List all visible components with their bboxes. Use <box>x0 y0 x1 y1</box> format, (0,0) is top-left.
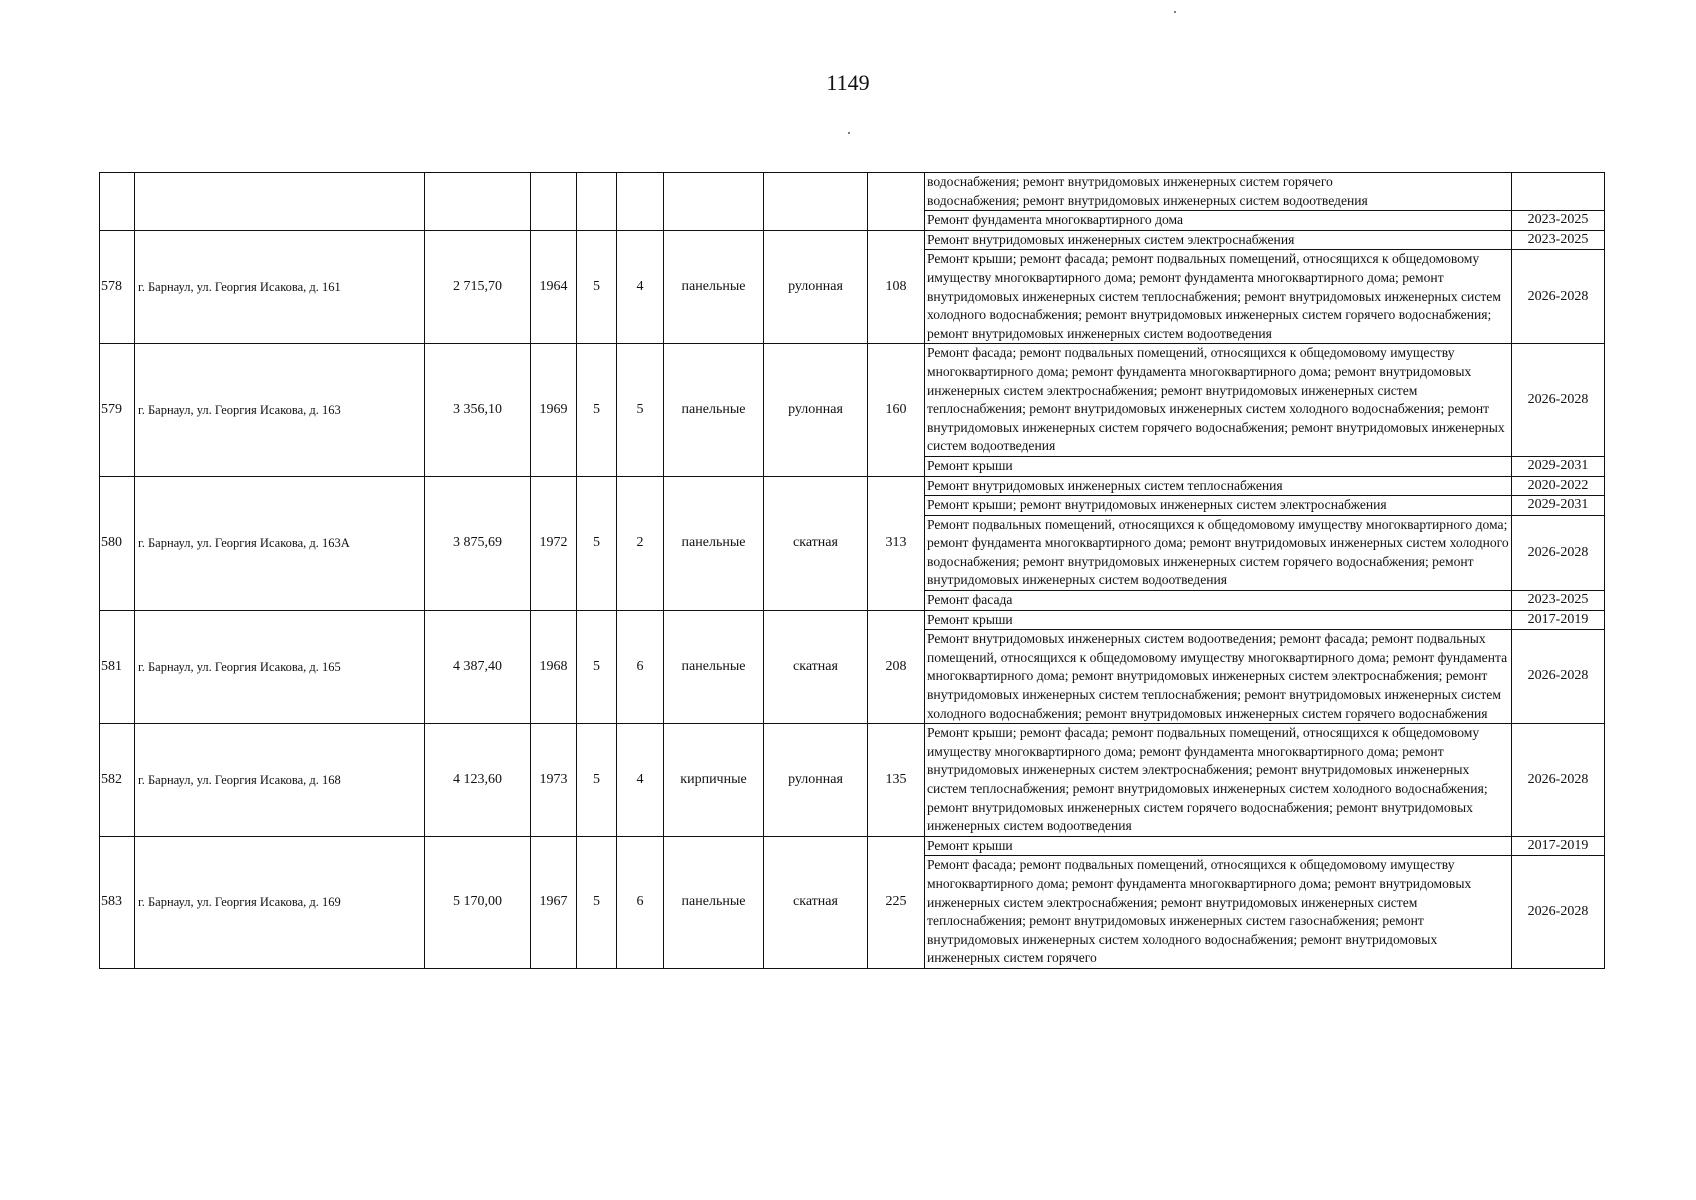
entrances-cell: 4 <box>617 230 664 344</box>
work-text-line: водоснабжения; ремонт внутридомовых инженерных систем водоотведения <box>927 192 1368 208</box>
year-cell: 1973 <box>531 724 577 837</box>
address-cell: г. Барнаул, ул. Георгия Исакова, д. 168 <box>135 724 425 837</box>
work-text-line: водоснабжения; ремонт внутридомовых инженерных систем горячего <box>927 174 1333 189</box>
work-cell: Ремонт крыши <box>925 836 1512 856</box>
area-cell: 4 387,40 <box>425 610 531 724</box>
work-cell: Ремонт фасада; ремонт подвальных помещений, относящихся к общедомовому имуществу многоквартирного дома; ремонт фундамента многоквартирного дома; ремонт внутридомовых инженерных систем электроснабжения; ремонт внутридомовых инженерных систем теплоснабжения; ремонт внутридомовых инженерных систем газоснабжения; ремонт внутридомовых инженерных систем холодного водоснабжения; ремонт внутридомовых инженерных систем горячего <box>925 856 1512 969</box>
address-cell <box>135 173 425 231</box>
walls-cell: панельные <box>664 610 764 724</box>
work-cell: Ремонт фасада; ремонт подвальных помещений, относящихся к общедомовому имуществу многоквартирного дома; ремонт фундамента многоквартирного дома; ремонт внутридомовых инженерных систем электроснабжения; ремонт внутридомовых инженерных систем теплоснабжения; ремонт внутридомовых инженерных систем холодного водоснабжения; ремонт внутридомовых инженерных систем горячего водоснабжения; ремонт внутридомовых инженерных систем водоотведения <box>925 344 1512 457</box>
entrances-cell: 2 <box>617 476 664 610</box>
year-cell: 1964 <box>531 230 577 344</box>
continuation-row <box>100 173 1605 211</box>
work-cell: Ремонт крыши; ремонт фасада; ремонт подвальных помещений, относящихся к общедомовому имуществу многоквартирного дома; ремонт фундамента многоквартирного дома; ремонт внутридомовых инженерных систем теплоснабжения; ремонт внутридомовых инженерных систем холодного водоснабжения; ремонт внутридомовых инженерных систем горячего водоснабжения; ремонт внутридомовых инженерных систем водоотведения <box>925 250 1512 344</box>
roof-cell: рулонная <box>764 344 868 476</box>
period-cell: 2029-2031 <box>1512 496 1605 516</box>
address-cell: г. Барнаул, ул. Георгия Исакова, д. 161 <box>135 230 425 344</box>
roof-cell <box>764 173 868 231</box>
roof-cell: рулонная <box>764 724 868 837</box>
work-cell <box>925 173 1512 211</box>
num-cell: 581 <box>100 610 135 724</box>
residents-cell: 135 <box>868 724 925 837</box>
period-cell: 2023-2025 <box>1512 591 1605 611</box>
residents-cell: 160 <box>868 344 925 476</box>
residents-cell: 225 <box>868 836 925 968</box>
walls-cell: панельные <box>664 230 764 344</box>
floors-cell: 5 <box>577 476 617 610</box>
period-cell: 2026-2028 <box>1512 856 1605 969</box>
table-row <box>100 230 1605 250</box>
table-row <box>100 476 1605 496</box>
walls-cell: панельные <box>664 344 764 476</box>
roof-cell: рулонная <box>764 230 868 344</box>
period-cell: 2017-2019 <box>1512 836 1605 856</box>
table-row <box>100 610 1605 630</box>
work-cell: Ремонт внутридомовых инженерных систем водоотведения; ремонт фасада; ремонт подвальных помещений, относящихся к общедомовому имуществу многоквартирного дома; ремонт фундамента многоквартирного дома; ремонт внутридомовых инженерных систем электроснабжения; ремонт внутридомовых инженерных систем теплоснабжения; ремонт внутридомовых инженерных систем холодного водоснабжения; ремонт внутридомовых инженерных систем горячего водоснабжения <box>925 630 1512 724</box>
period-cell: 2026-2028 <box>1512 724 1605 837</box>
work-cell: Ремонт крыши; ремонт фасада; ремонт подвальных помещений, относящихся к общедомовому имуществу многоквартирного дома; ремонт фундамента многоквартирного дома; ремонт внутридомовых инженерных систем электроснабжения; ремонт внутридомовых инженерных систем теплоснабжения; ремонт внутридомовых инженерных систем холодного водоснабжения; ремонт внутридомовых инженерных систем горячего водоснабжения; ремонт внутридомовых инженерных систем водоотведения <box>925 724 1512 837</box>
floors-cell: 5 <box>577 230 617 344</box>
scan-speck <box>848 132 850 134</box>
work-cell: Ремонт крыши <box>925 610 1512 630</box>
work-cell: Ремонт внутридомовых инженерных систем электроснабжения <box>925 230 1512 250</box>
floors-cell: 5 <box>577 724 617 837</box>
table-row <box>100 836 1605 856</box>
area-cell: 4 123,60 <box>425 724 531 837</box>
num-cell: 583 <box>100 836 135 968</box>
table-body <box>100 173 1605 969</box>
area-cell: 3 356,10 <box>425 344 531 476</box>
work-cell: Ремонт фасада <box>925 591 1512 611</box>
floors-cell <box>577 173 617 231</box>
num-cell: 580 <box>100 476 135 610</box>
num-cell <box>100 173 135 231</box>
period-cell: 2026-2028 <box>1512 344 1605 457</box>
work-cell: Ремонт крыши; ремонт внутридомовых инженерных систем электроснабжения <box>925 496 1512 516</box>
page-number: 1149 <box>826 70 870 95</box>
entrances-cell: 5 <box>617 344 664 476</box>
num-cell: 579 <box>100 344 135 476</box>
work-cell: Ремонт внутридомовых инженерных систем теплоснабжения <box>925 476 1512 496</box>
address-cell: г. Барнаул, ул. Георгия Исакова, д. 163А <box>135 476 425 610</box>
floors-cell: 5 <box>577 344 617 476</box>
roof-cell: скатная <box>764 836 868 968</box>
residents-cell <box>868 173 925 231</box>
floors-cell: 5 <box>577 610 617 724</box>
area-cell: 5 170,00 <box>425 836 531 968</box>
address-cell: г. Барнаул, ул. Георгия Исакова, д. 169 <box>135 836 425 968</box>
table-row <box>100 344 1605 457</box>
year-cell: 1972 <box>531 476 577 610</box>
area-cell: 2 715,70 <box>425 230 531 344</box>
year-cell: 1967 <box>531 836 577 968</box>
scan-speck <box>1174 11 1176 13</box>
table-row <box>100 724 1605 837</box>
address-cell: г. Барнаул, ул. Георгия Исакова, д. 165 <box>135 610 425 724</box>
period-cell: 2026-2028 <box>1512 250 1605 344</box>
roof-cell: скатная <box>764 476 868 610</box>
residents-cell: 208 <box>868 610 925 724</box>
entrances-cell <box>617 173 664 231</box>
num-cell: 578 <box>100 230 135 344</box>
period-cell: 2023-2025 <box>1512 230 1605 250</box>
work-cell: Ремонт подвальных помещений, относящихся к общедомовому имуществу многоквартирного дома; ремонт фундамента многоквартирного дома; ремонт внутридомовых инженерных систем холодного водоснабжения; ремонт внутридомовых инженерных систем горячего водоснабжения; ремонт внутридомовых инженерных систем водоотведения <box>925 515 1512 590</box>
walls-cell: кирпичные <box>664 724 764 837</box>
roof-cell: скатная <box>764 610 868 724</box>
period-cell: 2020-2022 <box>1512 476 1605 496</box>
address-cell: г. Барнаул, ул. Георгия Исакова, д. 163 <box>135 344 425 476</box>
area-cell <box>425 173 531 231</box>
period-cell: 2017-2019 <box>1512 610 1605 630</box>
walls-cell <box>664 173 764 231</box>
period-cell: 2029-2031 <box>1512 456 1605 476</box>
walls-cell: панельные <box>664 476 764 610</box>
year-cell: 1969 <box>531 344 577 476</box>
repair-schedule-table <box>99 172 1605 969</box>
entrances-cell: 4 <box>617 724 664 837</box>
num-cell: 582 <box>100 724 135 837</box>
period-cell: 2026-2028 <box>1512 630 1605 724</box>
period-cell: 2026-2028 <box>1512 515 1605 590</box>
period-cell <box>1512 173 1605 211</box>
area-cell: 3 875,69 <box>425 476 531 610</box>
walls-cell: панельные <box>664 836 764 968</box>
work-cell: Ремонт крыши <box>925 456 1512 476</box>
floors-cell: 5 <box>577 836 617 968</box>
year-cell: 1968 <box>531 610 577 724</box>
work-cell: Ремонт фундамента многоквартирного дома <box>925 211 1512 231</box>
period-cell: 2023-2025 <box>1512 211 1605 231</box>
entrances-cell: 6 <box>617 836 664 968</box>
residents-cell: 313 <box>868 476 925 610</box>
entrances-cell: 6 <box>617 610 664 724</box>
year-cell <box>531 173 577 231</box>
residents-cell: 108 <box>868 230 925 344</box>
